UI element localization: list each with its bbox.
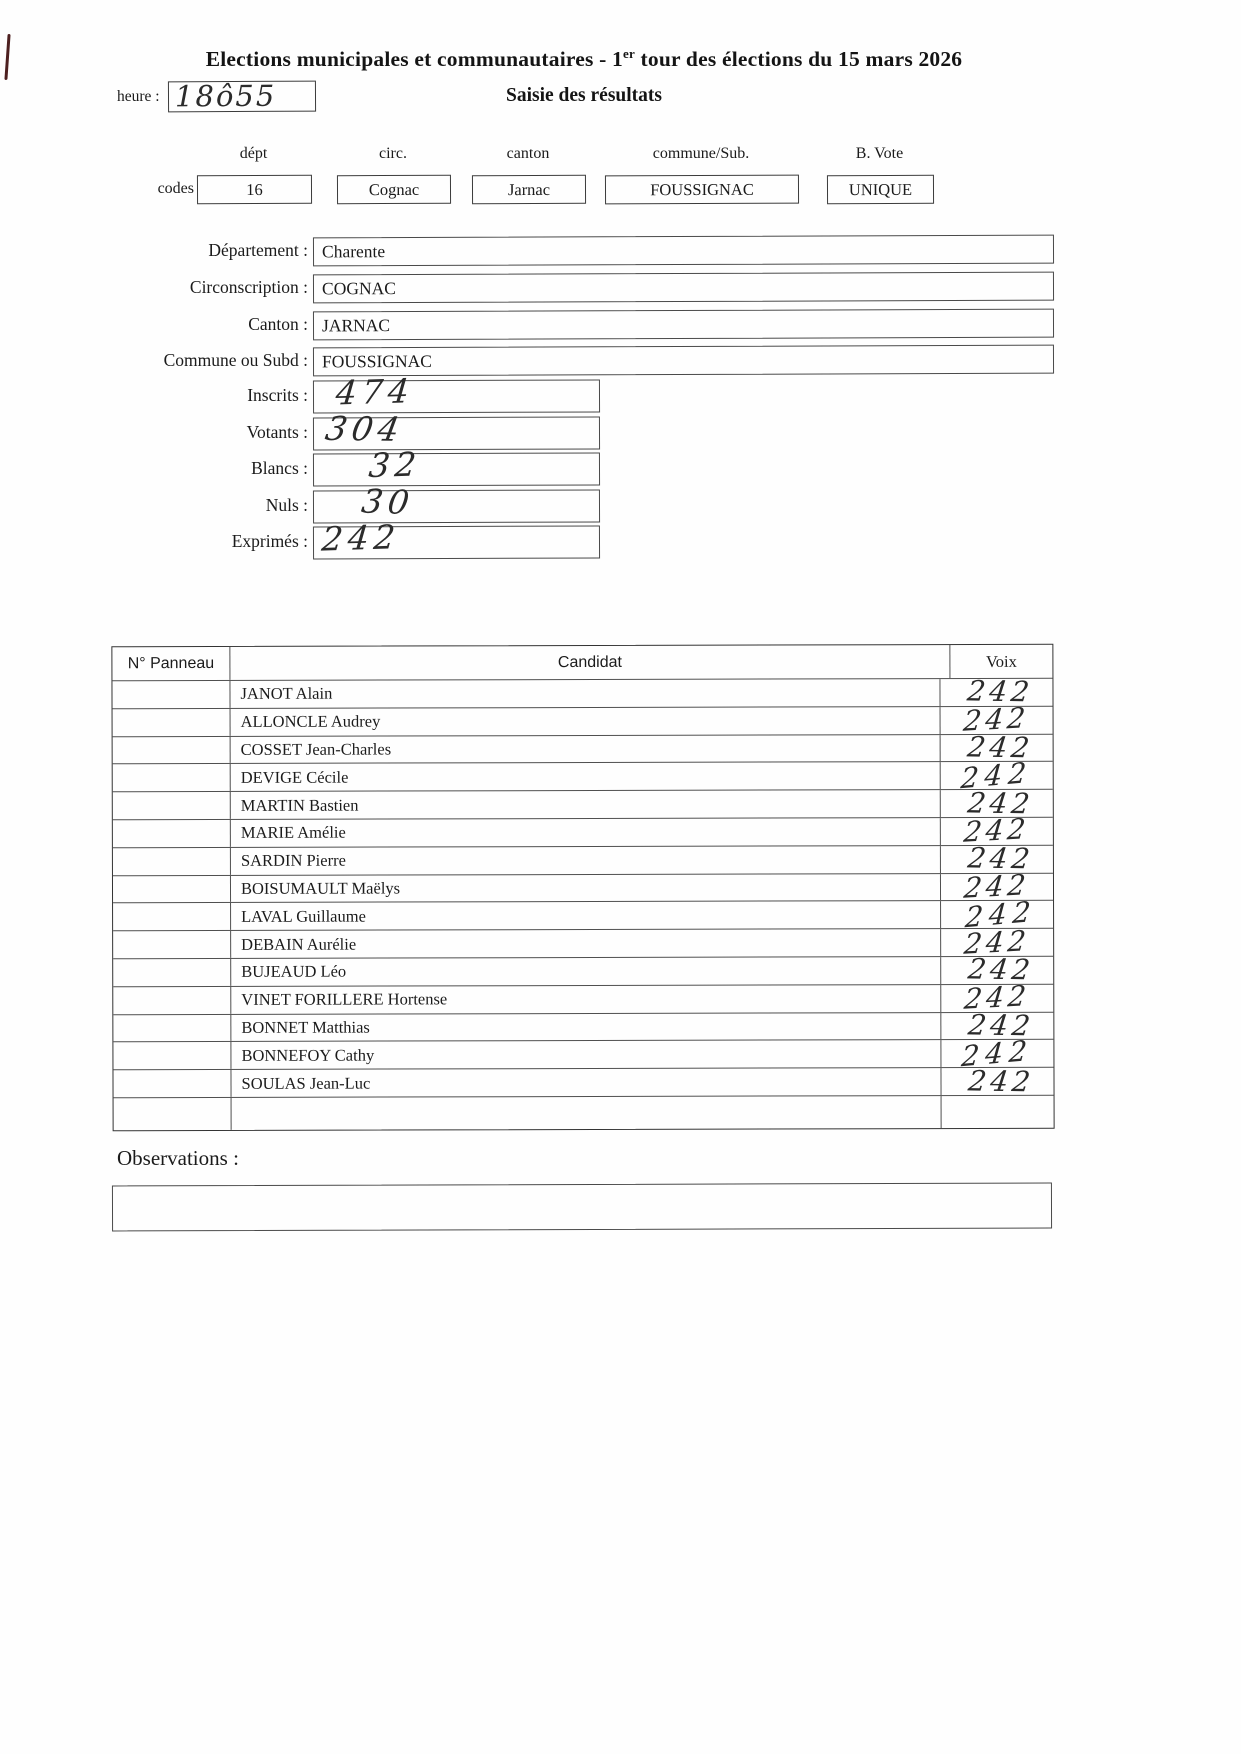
voix-handwritten-value: 242 <box>962 701 1031 739</box>
voix-cell <box>941 1008 1053 1043</box>
code-column-label-canton: canton <box>506 145 550 162</box>
table-row <box>113 1033 1053 1074</box>
code-box-commune <box>605 175 799 205</box>
voix-cell <box>941 894 1053 935</box>
table-row <box>113 867 1053 905</box>
voix-handwritten-value: 242 <box>965 730 1036 765</box>
field-label-departement: Département : <box>208 240 308 260</box>
voix-cell <box>941 1064 1053 1098</box>
voix-cell <box>940 674 1052 709</box>
observations-label: Observations : <box>117 1146 239 1170</box>
candidate-name: MARIE Amélie <box>231 818 941 847</box>
code-column-label-commune: commune/Sub. <box>652 145 750 162</box>
voix-handwritten-value: 242 <box>965 674 1036 709</box>
code-column-label-circ: circ. <box>379 145 407 162</box>
panneau-cell <box>113 987 231 1014</box>
panneau-cell <box>113 875 231 902</box>
voix-handwritten-value: 242 <box>962 867 1032 905</box>
field-box-commune <box>313 345 1054 377</box>
voix-handwritten-value: 242 <box>960 1033 1035 1074</box>
column-header-panneau: N° Panneau <box>112 647 230 680</box>
candidate-name: BOISUMAULT Maëlys <box>231 874 941 903</box>
candidate-name: MARTIN Bastien <box>231 790 941 819</box>
voix-handwritten-value: 242 <box>966 841 1036 876</box>
voix-handwritten-value: 242 <box>962 812 1032 850</box>
code-column-label-dept: dépt <box>239 145 268 162</box>
code-box-bvote <box>827 175 934 204</box>
table-row <box>113 755 1053 796</box>
panneau-cell <box>113 1070 231 1097</box>
voix-handwritten-value: 242 <box>966 786 1036 820</box>
column-header-candidat: Candidat <box>230 645 950 680</box>
table-row <box>113 730 1053 765</box>
candidate-name: BONNET Matthias <box>231 1013 941 1042</box>
panneau-cell <box>113 848 231 875</box>
voix-cell <box>941 755 1053 796</box>
table-row <box>113 701 1053 739</box>
field-label-commune: Commune ou Subd : <box>163 350 308 370</box>
page-title-text: Elections municipales et communautaires - 1 <box>205 47 623 72</box>
panneau-cell <box>113 1042 231 1069</box>
field-label-exprimes: Exprimés : <box>231 531 308 551</box>
table-row <box>113 952 1053 987</box>
code-value-commune: FOUSSIGNAC <box>650 179 754 199</box>
voix-handwritten-value: 242 <box>962 923 1032 961</box>
voix-cell <box>941 730 1053 765</box>
table-row <box>113 786 1053 820</box>
voix-handwritten-value: 242 <box>966 1064 1037 1098</box>
panneau-cell <box>113 792 231 819</box>
code-box-dept <box>197 175 312 205</box>
field-handwritten-exprimes: 242 <box>320 517 402 559</box>
candidate-name: BUJEAUD Léo <box>231 957 941 986</box>
table-row <box>113 1008 1053 1043</box>
candidate-name: SARDIN Pierre <box>231 846 941 875</box>
field-handwritten-votants: 304 <box>322 408 408 449</box>
panneau-cell <box>113 931 231 958</box>
table-row-empty <box>114 1095 1054 1130</box>
candidate-name: VINET FORILLERE Hortense <box>231 985 941 1014</box>
field-handwritten-blancs: 32 <box>367 444 423 486</box>
code-box-canton <box>472 175 586 204</box>
candidate-name: LAVAL Guillaume <box>231 901 941 930</box>
voix-handwritten-value: 242 <box>966 1008 1037 1043</box>
page-title-superscript: er <box>623 46 635 61</box>
voix-cell <box>941 812 1053 850</box>
heure-handwritten-value: 18ô55 <box>174 78 277 114</box>
table-row <box>112 674 1052 709</box>
panneau-cell <box>113 764 231 791</box>
page-subtitle: Saisie des résultats <box>506 85 662 106</box>
field-label-nuls: Nuls : <box>265 495 308 515</box>
heure-label: heure : <box>117 88 160 105</box>
observations-box <box>112 1183 1052 1232</box>
column-header-voix: Voix <box>985 651 1017 671</box>
results-table <box>111 644 1054 1131</box>
field-value-commune: FOUSSIGNAC <box>321 350 432 372</box>
codes-row-label: codes <box>157 180 194 197</box>
field-label-inscrits: Inscrits : <box>247 385 308 405</box>
panneau-cell <box>113 1014 231 1041</box>
field-box-circonscription <box>313 272 1054 304</box>
field-value-circonscription: COGNAC <box>321 278 396 299</box>
voix-handwritten-value: 242 <box>962 979 1032 1017</box>
page-title <box>0 46 1168 72</box>
panneau-cell <box>113 737 231 764</box>
panneau-cell <box>113 959 231 986</box>
field-box-exprimes <box>313 517 600 559</box>
voix-cell <box>941 1033 1053 1074</box>
candidate-name: DEBAIN Aurélie <box>231 929 941 958</box>
panneau-cell <box>112 681 230 708</box>
page-title-rest: tour des élections du 15 mars 2026 <box>634 47 963 72</box>
voix-handwritten-value: 242 <box>966 952 1036 987</box>
voix-cell <box>942 1096 1054 1128</box>
code-value-dept: 16 <box>246 179 263 199</box>
field-value-departement: Charente <box>321 241 386 262</box>
table-row <box>113 812 1053 850</box>
voix-handwritten-value: 242 <box>959 755 1034 796</box>
table-row <box>113 1064 1053 1098</box>
voix-cell <box>941 979 1053 1017</box>
field-label-blancs: Blancs : <box>251 458 308 478</box>
candidate-name: SOULAS Jean-Luc <box>231 1068 941 1097</box>
field-box-votants <box>313 408 600 450</box>
results-table-header <box>112 645 1052 680</box>
field-box-blancs <box>313 444 600 486</box>
candidate-name <box>232 1096 942 1130</box>
code-column-label-bvote: B. Vote <box>855 145 904 162</box>
panneau-cell <box>113 709 231 736</box>
code-value-circ: Cognac <box>368 179 420 199</box>
field-handwritten-inscrits: 474 <box>334 371 416 413</box>
field-box-departement <box>313 235 1054 267</box>
voix-cell <box>941 701 1053 739</box>
code-value-canton: Jarnac <box>507 179 551 199</box>
panneau-cell <box>114 1098 232 1130</box>
candidate-name: JANOT Alain <box>230 679 940 708</box>
voix-cell <box>941 841 1053 876</box>
table-row <box>113 894 1053 935</box>
field-label-votants: Votants : <box>246 422 308 442</box>
candidate-name: COSSET Jean-Charles <box>231 735 941 764</box>
panneau-cell <box>113 820 231 847</box>
voix-handwritten-value: 242 <box>964 894 1039 935</box>
candidate-name: DEVIGE Cécile <box>231 762 941 791</box>
field-handwritten-nuls: 30 <box>359 481 417 522</box>
voix-cell <box>941 952 1053 987</box>
panneau-cell <box>113 903 231 930</box>
field-label-circonscription: Circonscription : <box>189 277 308 297</box>
table-row <box>113 923 1053 961</box>
table-row <box>113 979 1053 1017</box>
field-value-canton: JARNAC <box>321 315 391 336</box>
field-box-canton <box>313 309 1054 341</box>
candidate-name: BONNEFOY Cathy <box>231 1040 941 1069</box>
code-value-bvote: UNIQUE <box>848 179 913 199</box>
code-box-circ <box>337 175 451 204</box>
field-label-canton: Canton : <box>248 314 308 334</box>
table-row <box>113 841 1053 876</box>
candidate-name: ALLONCLE Audrey <box>231 707 941 736</box>
